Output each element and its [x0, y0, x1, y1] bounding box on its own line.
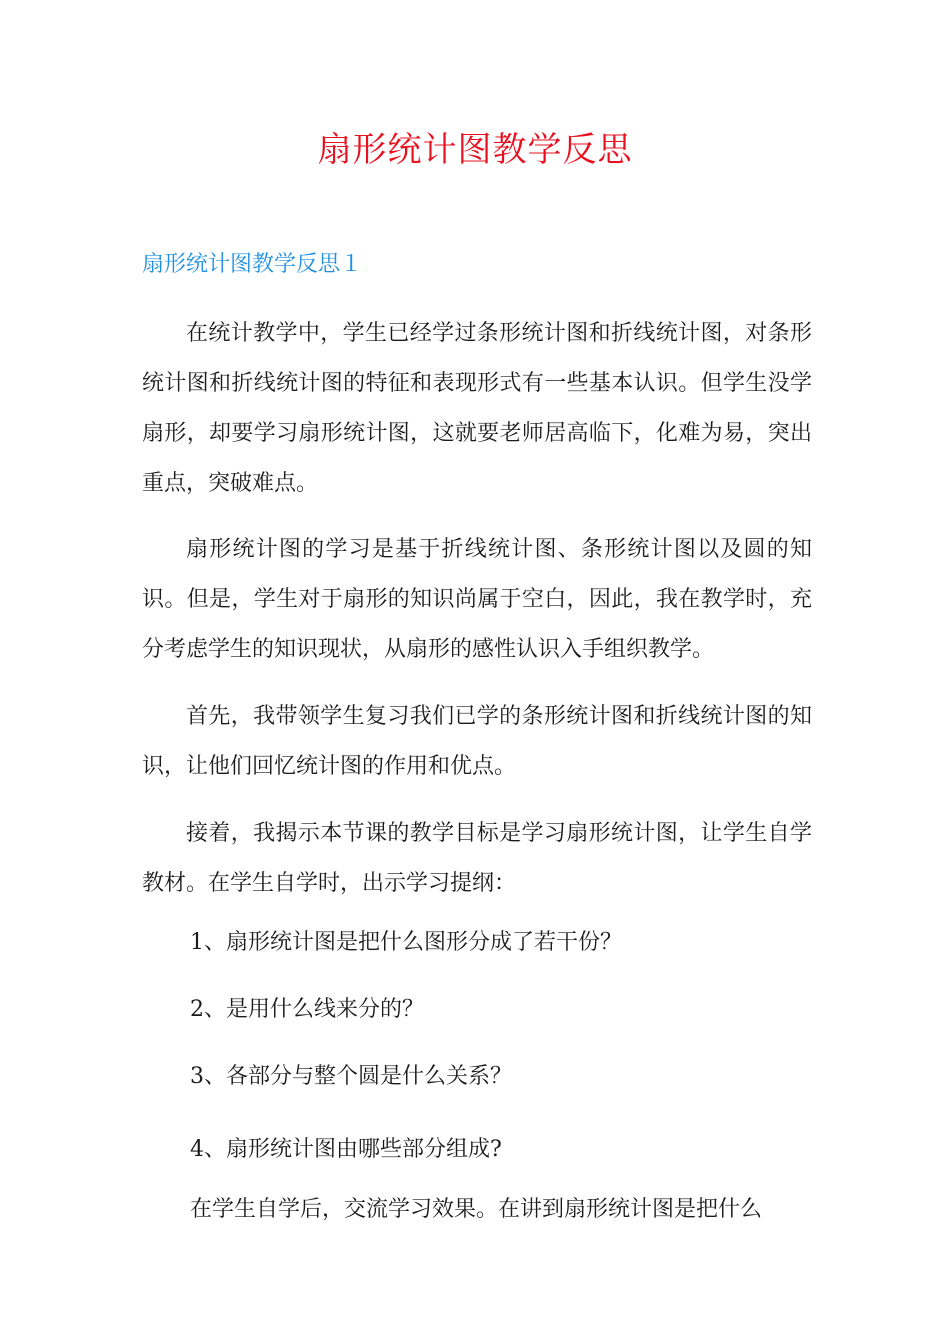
list-item-2: 2、是用什么线来分的？ — [190, 997, 424, 1022]
document-title: 扇形统计图教学反思 — [317, 130, 633, 170]
paragraph-1: 在统计教学中，学生已经学过条形统计图和折线统计图，对条形统计图和折线统计图的特征和表现形式有一些基本认识。但学生没学扇形，却要学习扇形统计图，这就要老师居高临下，化难为易，突出重点，突破难点。 — [142, 321, 812, 496]
paragraph-4: 接着，我揭示本节课的教学目标是学习扇形统计图，让学生自学教材。在学生自学时，出示学习提纲： — [142, 821, 812, 896]
section-heading: 扇形统计图教学反思１ — [142, 252, 363, 277]
paragraph-3: 首先，我带领学生复习我们已学的条形统计图和折线统计图的知识，让他们回忆统计图的作用和优点。 — [142, 704, 812, 779]
paragraph-5: 在学生自学后，交流学习效果。在讲到扇形统计图是把什么 — [190, 1197, 763, 1222]
list-item-4: 4、扇形统计图由哪些部分组成? — [190, 1137, 502, 1162]
paragraph-2: 扇形统计图的学习是基于折线统计图、条形统计图以及圆的知识。但是，学生对于扇形的知识尚属于空白，因此，我在教学时，充分考虑学生的知识现状，从扇形的感性认识入手组织教学。 — [142, 537, 812, 662]
list-item-1: 1、扇形统计图是把什么图形分成了若干份？ — [190, 930, 622, 955]
list-item-3: 3、各部分与整个圆是什么关系？ — [190, 1064, 512, 1089]
